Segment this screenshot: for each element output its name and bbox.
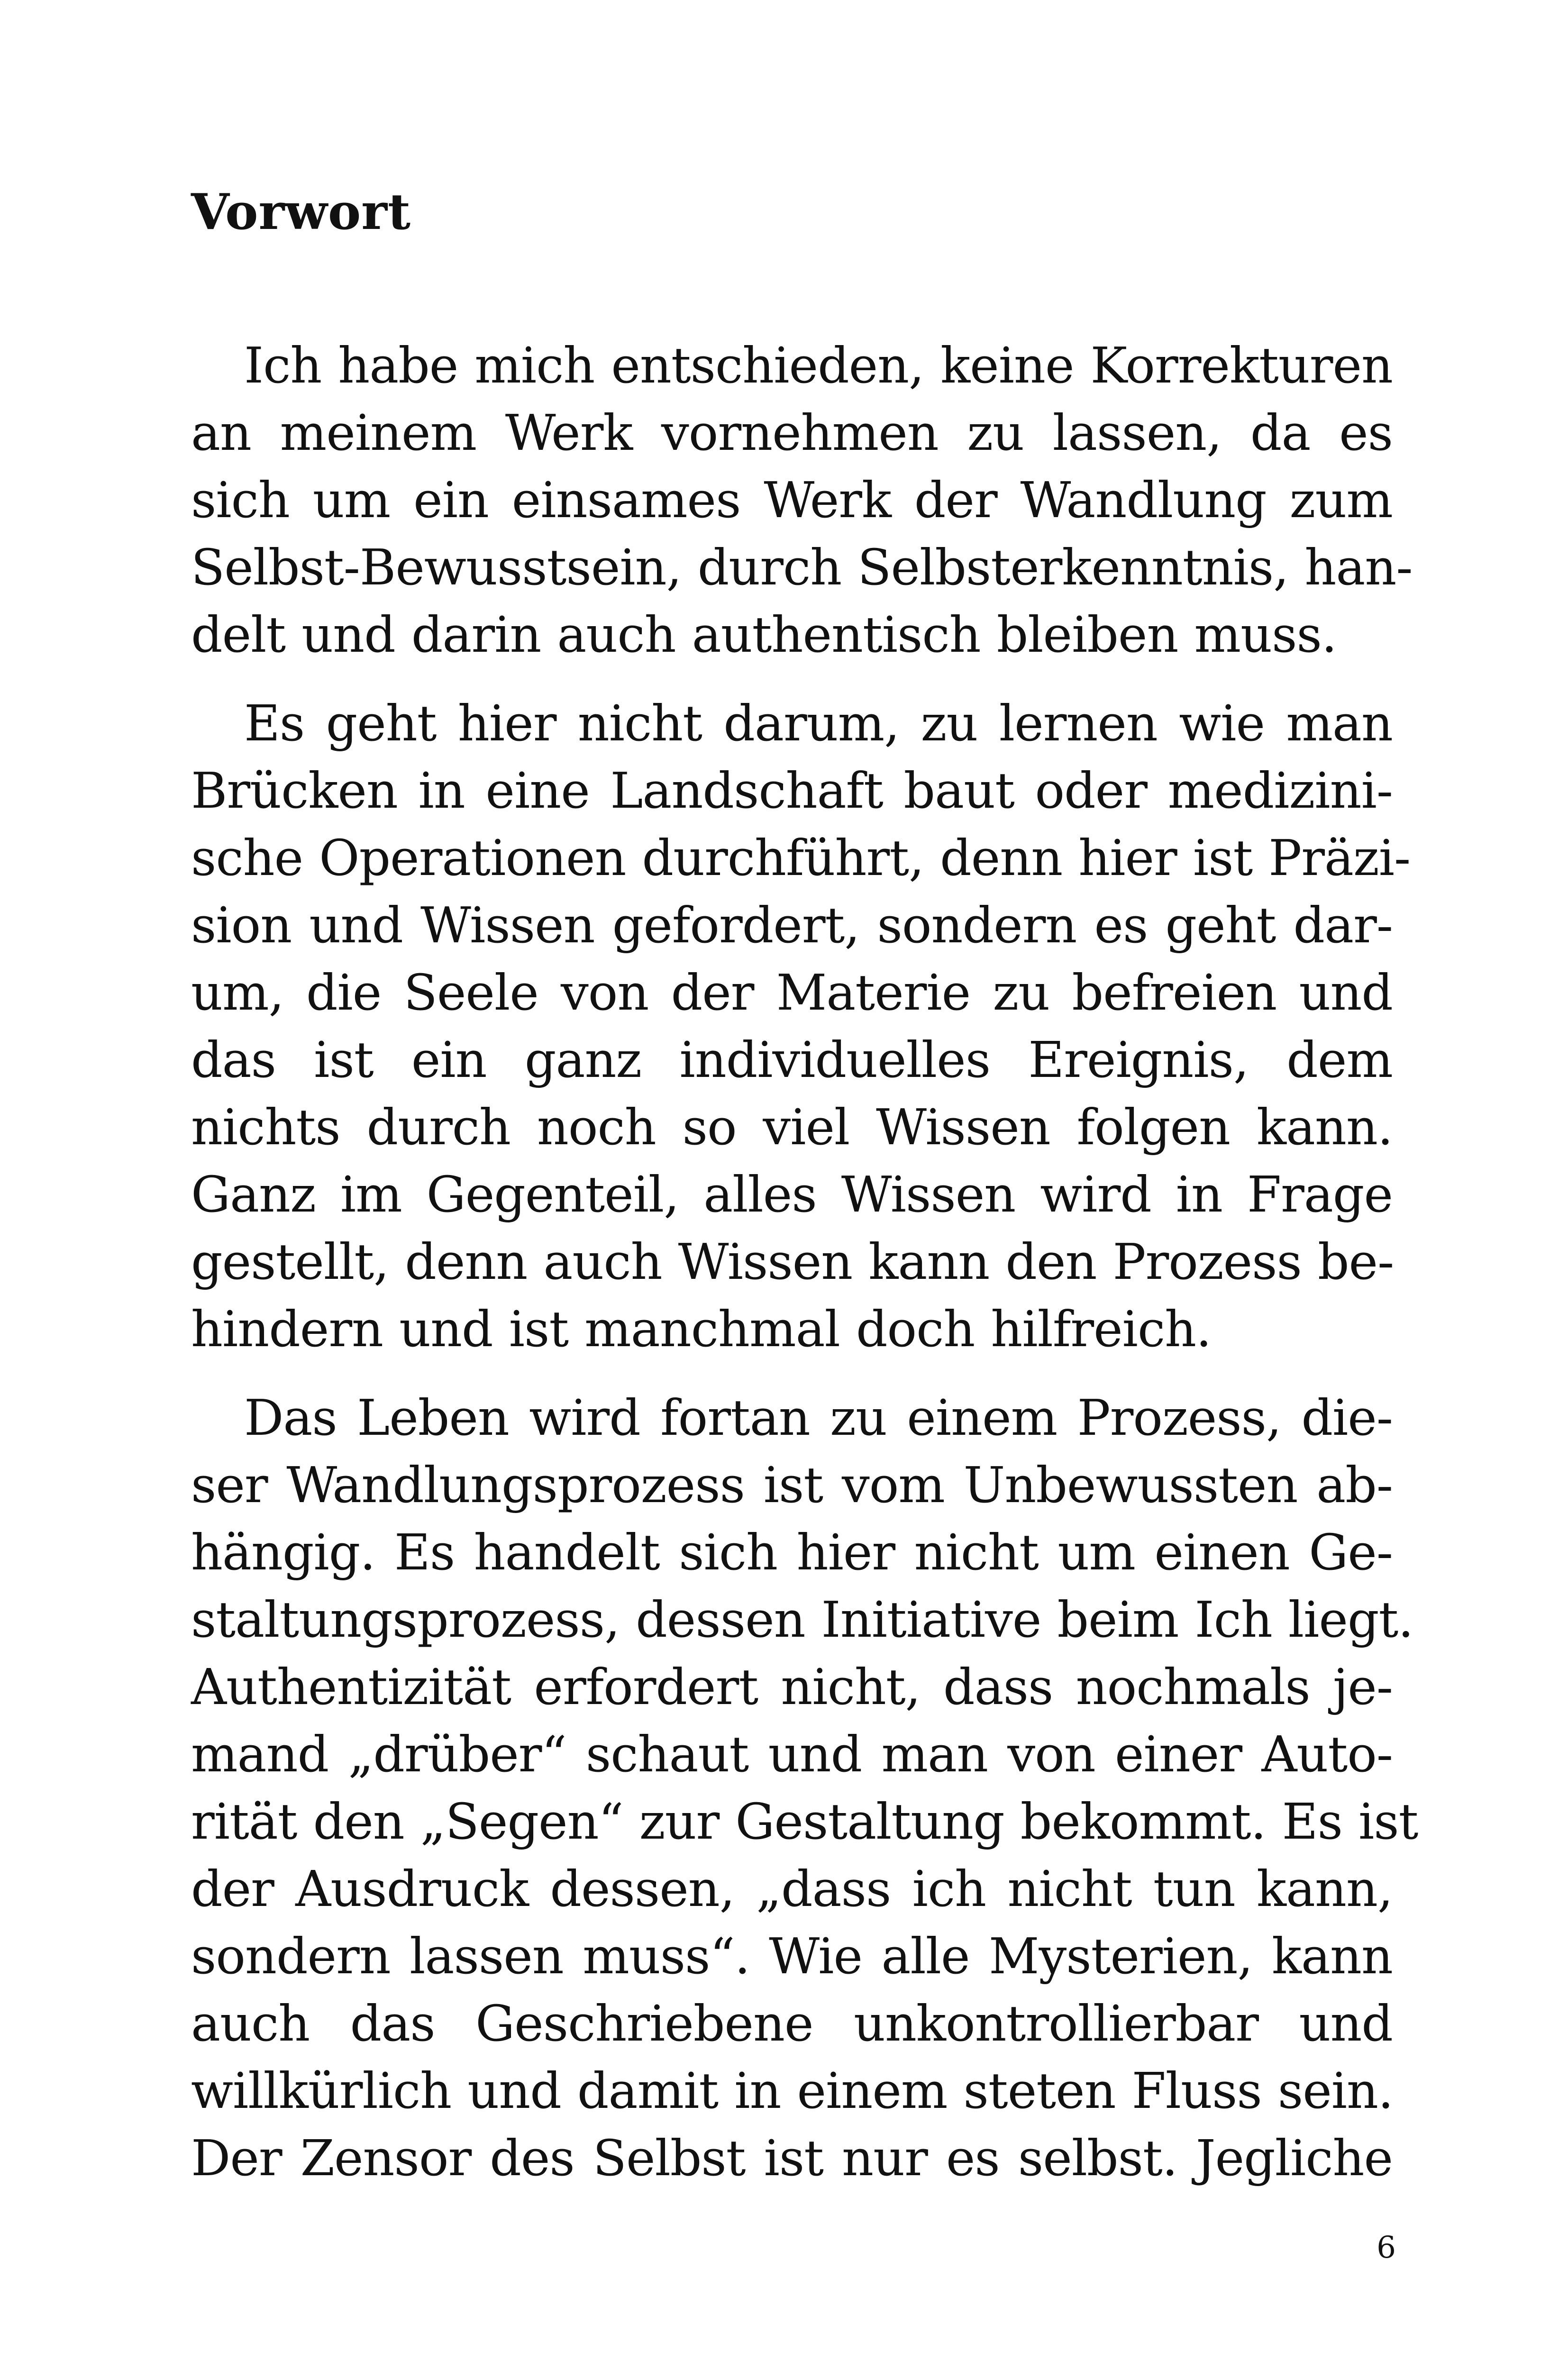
text-line: Der Zensor des Selbst ist nur es selbst. Jegliche <box>191 2129 1393 2187</box>
text-line: Ganz im Gegenteil, alles Wissen wird in Frage <box>191 1166 1393 1223</box>
text-line: delt und darin auch authentisch bleiben muss. <box>191 606 1337 664</box>
text-line: hängig. Es handelt sich hier nicht um einen Ge- <box>191 1523 1393 1581</box>
text-line: sche Operationen durchführt, denn hier ist Präzi- <box>191 829 1411 887</box>
text-line: das ist ein ganz individuelles Ereignis, dem <box>191 1031 1393 1089</box>
text-line: mand „drüber“ schaut und man von einer Auto- <box>191 1725 1393 1783</box>
text-line: willkürlich und damit in einem steten Fluss sein. <box>191 2062 1394 2120</box>
text-line: auch das Geschriebene unkontrollierbar und <box>191 1995 1393 2052</box>
paragraph-3 <box>191 1384 1418 2192</box>
paragraph-1 <box>191 332 1413 668</box>
text-line: um, die Seele von der Materie zu befreien und <box>191 964 1393 1021</box>
text-line: nichts durch noch so viel Wissen folgen kann. <box>191 1098 1393 1156</box>
text-line: Selbst-Bewusstsein, durch Selbsterkenntnis, han- <box>191 538 1413 596</box>
text-line: rität den „Segen“ zur Gestaltung bekommt. Es ist <box>191 1793 1418 1850</box>
text-line: Das Leben wird fortan zu einem Prozess, die- <box>244 1389 1393 1447</box>
text-line: Ich habe mich entschieden, keine Korrekturen <box>244 337 1393 394</box>
text-line: Authentizität erfordert nicht, dass nochmals je- <box>191 1658 1393 1716</box>
text-line: sich um ein einsames Werk der Wandlung zum <box>191 471 1393 529</box>
text-line: an meinem Werk vornehmen zu lassen, da es <box>191 404 1393 462</box>
text-line: sondern lassen muss“. Wie alle Mysterien, kann <box>191 1927 1393 1985</box>
text-line: sion und Wissen gefordert, sondern es geht dar- <box>191 896 1393 954</box>
text-line: staltungsprozess, dessen Initiative beim Ich liegt. <box>191 1591 1413 1649</box>
text-line: der Ausdruck dessen, „dass ich nicht tun kann, <box>191 1860 1393 1918</box>
text-line: ser Wandlungsprozess ist vom Unbewussten ab- <box>191 1456 1393 1514</box>
page-number: 6 <box>1377 2230 1396 2265</box>
text-line: gestellt, denn auch Wissen kann den Prozess be- <box>191 1233 1394 1291</box>
text-line: Es geht hier nicht darum, zu lernen wie man <box>244 694 1393 752</box>
text-line: hindern und ist manchmal doch hilfreich. <box>191 1300 1212 1358</box>
text-line: Brücken in eine Landschaft baut oder medizini- <box>191 762 1393 820</box>
chapter-heading: Vorwort <box>191 182 411 241</box>
paragraph-2 <box>191 690 1411 1363</box>
